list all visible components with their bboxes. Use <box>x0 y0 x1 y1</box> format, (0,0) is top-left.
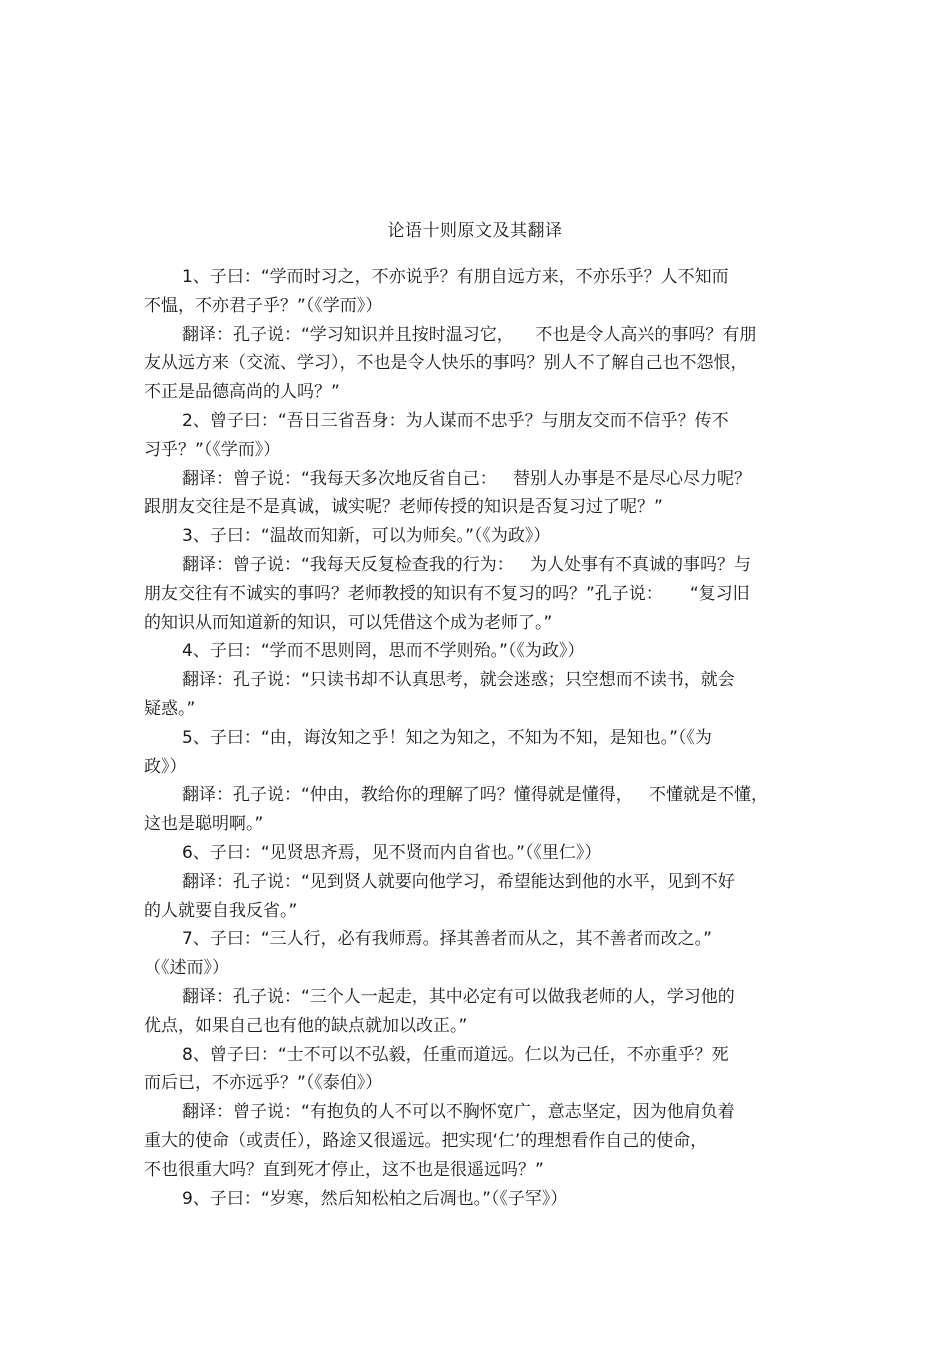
text-line: 1、子曰：“学而时习之，不亦说乎？有朋自远方来，不亦乐乎？人不知而 <box>182 267 729 287</box>
text-line: 而后已，不亦远乎？”（《泰伯》） <box>144 1073 383 1094</box>
text-line: 的知识从而知道新的知识，可以凭借这个成为老师了。” <box>144 612 553 633</box>
text-line: 这也是聪明啊。” <box>144 814 264 835</box>
text-line: 疑惑。” <box>144 698 196 719</box>
text-line: 友从远方来（交流、学习），不也是令人快乐的事吗？别人不了解自己也不怨恨， <box>144 353 748 374</box>
text-line: 不正是品德高尚的人吗？” <box>144 382 340 403</box>
text-line: 翻译：曾子说：“我每天反复检查我的行为： 为人处事有不真诚的事吗？与 <box>182 554 752 575</box>
text-line: 翻译：孔子说：“仲由，教给你的理解了吗？懂得就是懂得， 不懂就是不懂， <box>182 785 769 806</box>
text-line: 翻译：孔子说：“三个人一起走，其中必定有可以做我老师的人，学习他的 <box>182 986 735 1007</box>
text-line: 朋友交往有不诚实的事吗？老师教授的知识有不复习的吗？”孔子说： “复习旧 <box>144 583 750 604</box>
text-line: 7、子曰：“三人行，必有我师焉。择其善者而从之，其不善者而改之。” <box>182 929 712 950</box>
text-line: 翻译：孔子说：“只读书却不认真思考，就会迷惑；只空想而不读书，就会 <box>182 670 735 691</box>
text-line: 跟朋友交往是不是真诚，诚实呢？老师传授的知识是否复习过了呢？” <box>144 497 663 518</box>
text-line: 翻译：曾子说：“有抱负的人不可以不胸怀宽广，意志坚定，因为他肩负着 <box>182 1102 735 1123</box>
text-line: 9、子曰：“岁寒，然后知松柏之后凋也。”（《子罕》） <box>182 1188 568 1209</box>
text-line: 2、曾子曰：“吾日三省吾身：为人谋而不忠乎？与朋友交而不信乎？传不 <box>182 410 729 431</box>
text-line: 翻译：曾子说：“我每天多次地反省自己： 替别人办事是不是尽心尽力呢？ <box>182 468 752 489</box>
text-line: 不也很重大吗？直到死才停止，这不也是很遥远吗？” <box>144 1159 544 1180</box>
text-line: 的人就要自我反省。” <box>144 900 298 921</box>
text-line: 政》） <box>144 756 187 777</box>
text-line: 8、曾子曰：“士不可以不弘毅，任重而道远。仁以为己任，不亦重乎？死 <box>182 1044 729 1065</box>
text-line: 翻译：孔子说：“见到贤人就要向他学习，希望能达到他的水平，见到不好 <box>182 871 735 892</box>
text-line: 4、子曰：“学而不思则罔，思而不学则殆。”（《为政》） <box>182 641 585 662</box>
text-line: 不愠，不亦君子乎？”（《学而》） <box>144 295 383 316</box>
text-line: 翻译：孔子说：“学习知识并且按时温习它， 不也是令人高兴的事吗？有朋 <box>182 324 757 345</box>
text-line: 优点，如果自己也有他的缺点就加以改正。” <box>144 1015 468 1036</box>
text-line: 5、子曰：“由，诲汝知之乎！知之为知之，不知为不知，是知也。”（《为 <box>182 727 712 748</box>
text-line: 3、子曰：“温故而知新，可以为师矣。”（《为政》） <box>182 526 551 547</box>
document-body <box>144 263 810 1213</box>
text-line: 6、子曰：“见贤思齐焉，见不贤而内自省也。”（《里仁》） <box>182 842 602 863</box>
document-title: 论语十则原文及其翻译 <box>387 221 563 241</box>
text-line: 重大的使命（或责任），路途又很遥远。把实现‘仁’的理想看作自己的使命， <box>144 1130 708 1151</box>
text-line: 习乎？”（《学而》） <box>144 439 281 460</box>
text-line: （《述而》） <box>144 958 229 979</box>
